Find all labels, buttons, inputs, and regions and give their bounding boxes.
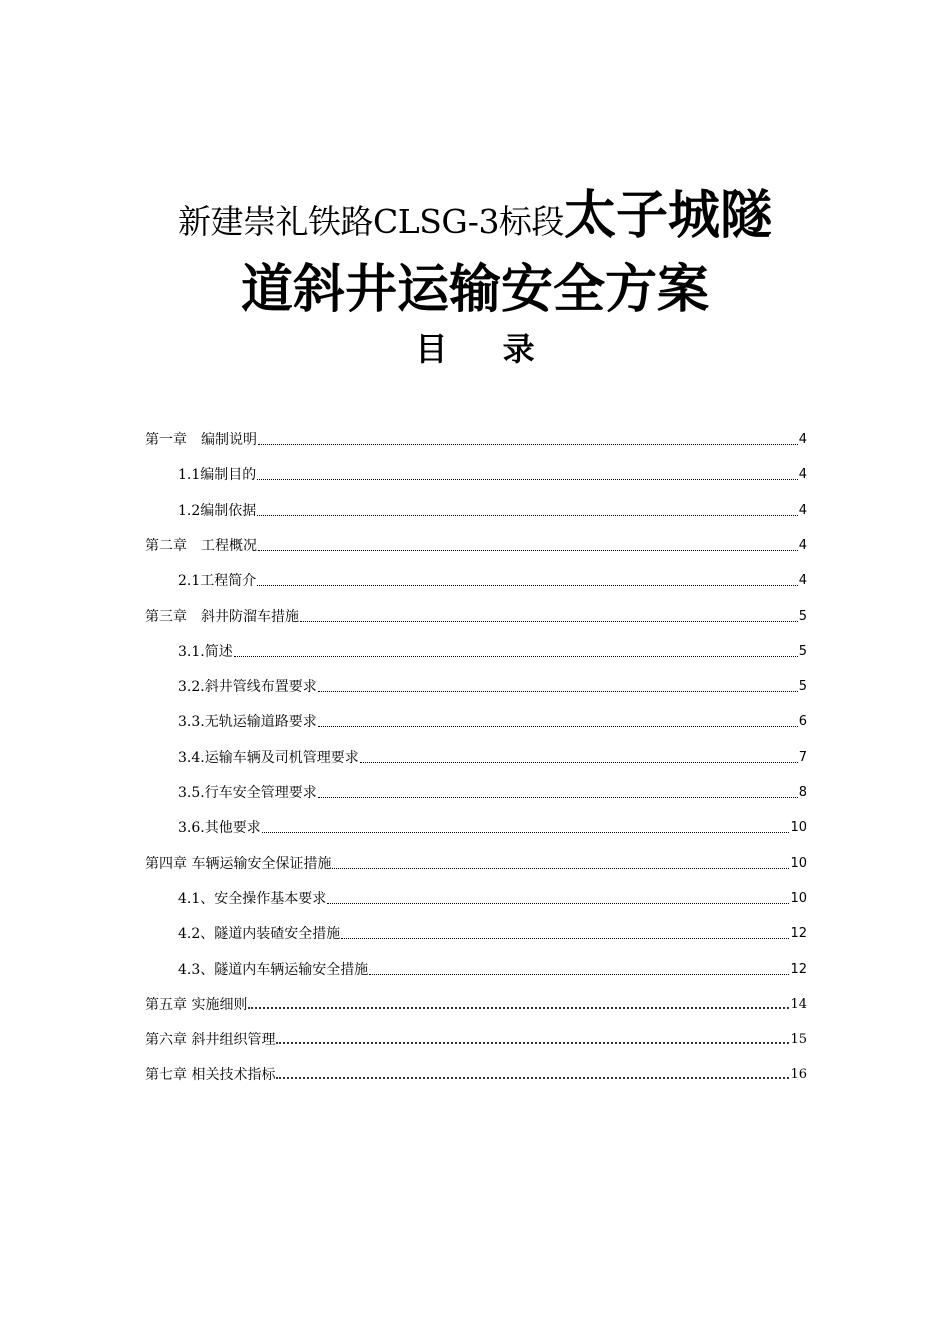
toc-entry-label: 1.2编制依据 bbox=[178, 502, 257, 519]
toc-entry-label: 3.6.其他要求 bbox=[178, 820, 261, 837]
document-title-line1 bbox=[0, 186, 950, 246]
toc-entry-label: 4.2、隧道内装碴安全措施 bbox=[178, 926, 341, 943]
toc-entry-label: 4.3、隧道内车辆运输安全措施 bbox=[178, 961, 369, 978]
toc-entry-page-number: 12 bbox=[790, 961, 807, 977]
toc-entry-page-number: 14 bbox=[790, 996, 807, 1012]
toc-entry-label: 第五章 实施细则 bbox=[145, 996, 248, 1013]
toc-entry-label: 2.1工程简介 bbox=[178, 573, 257, 590]
toc-entry-label: 第六章 斜井组织管理 bbox=[145, 1032, 276, 1049]
toc-entry-label: 3.4.运输车辆及司机管理要求 bbox=[178, 749, 359, 766]
toc-entry-page-number: 6 bbox=[798, 714, 807, 730]
toc-entry[interactable] bbox=[178, 919, 807, 943]
toc-entry-label: 3.3.无轨运输道路要求 bbox=[178, 714, 317, 731]
toc-entry-page-number: 12 bbox=[790, 926, 807, 942]
document-title-line2: 道斜井运输安全方案 bbox=[240, 260, 709, 320]
toc-entry-page-number: 15 bbox=[790, 1032, 807, 1048]
toc-leader-dots bbox=[257, 515, 797, 516]
toc-entry[interactable] bbox=[145, 849, 807, 873]
toc-entry-page-number: 10 bbox=[790, 890, 807, 906]
toc-entry[interactable] bbox=[145, 425, 807, 449]
toc-entry[interactable] bbox=[178, 707, 807, 731]
title-bold-part: 太子城隧 bbox=[563, 186, 772, 246]
toc-entry-label: 1.1编制目的 bbox=[178, 467, 257, 484]
toc-entry-page-number: 4 bbox=[798, 467, 807, 483]
toc-leader-dots bbox=[341, 938, 789, 939]
toc-entry-page-number: 16 bbox=[790, 1067, 807, 1083]
toc-entry[interactable] bbox=[178, 955, 807, 979]
toc-heading: 目 录 bbox=[415, 330, 557, 368]
toc-entry[interactable] bbox=[178, 778, 807, 802]
toc-leader-dots bbox=[257, 479, 797, 480]
toc-entry-label: 3.1.简述 bbox=[178, 643, 233, 660]
toc-leader-dots bbox=[276, 1077, 789, 1079]
toc-leader-dots bbox=[258, 444, 798, 445]
toc-entry[interactable] bbox=[145, 531, 807, 555]
toc-entry-label: 3.5.行车安全管理要求 bbox=[178, 785, 317, 801]
toc-leader-dots bbox=[258, 550, 798, 551]
toc-entry[interactable] bbox=[178, 743, 807, 767]
toc-leader-dots bbox=[318, 691, 798, 692]
toc-leader-dots bbox=[360, 762, 798, 763]
toc-entry-label: 第三章 斜井防溜车措施 bbox=[145, 608, 299, 625]
toc-entry[interactable] bbox=[178, 496, 807, 520]
toc-entry[interactable] bbox=[178, 460, 807, 484]
toc-entry[interactable] bbox=[178, 637, 807, 661]
toc-entry-page-number: 5 bbox=[798, 608, 807, 624]
toc-leader-dots bbox=[318, 726, 798, 727]
toc-entry[interactable] bbox=[145, 602, 807, 626]
toc-leader-dots bbox=[332, 868, 789, 869]
toc-entry-page-number: 7 bbox=[798, 749, 807, 765]
toc-entry-label: 第一章 编制说明 bbox=[145, 432, 257, 448]
toc-entry-page-number: 5 bbox=[798, 643, 807, 659]
toc-entry-label: 4.1、安全操作基本要求 bbox=[178, 890, 327, 907]
toc-leader-dots bbox=[234, 656, 798, 657]
toc-leader-dots bbox=[327, 903, 789, 904]
toc-leader-dots bbox=[300, 621, 798, 622]
toc-entry[interactable] bbox=[145, 990, 807, 1014]
toc-entry[interactable] bbox=[145, 1025, 807, 1049]
toc-entry[interactable] bbox=[178, 884, 807, 908]
toc-entry-label: 3.2.斜井管线布置要求 bbox=[178, 679, 317, 696]
toc-entry-page-number: 4 bbox=[798, 537, 807, 553]
toc-entry-page-number: 5 bbox=[798, 679, 807, 695]
toc-entry[interactable] bbox=[178, 566, 807, 590]
toc-entry-page-number: 8 bbox=[798, 785, 807, 800]
toc-entry[interactable] bbox=[178, 672, 807, 696]
title-regular-part: 新建崇礼铁路CLSG-3标段 bbox=[178, 202, 564, 241]
toc-entry-label: 第七章 相关技术指标 bbox=[145, 1067, 276, 1084]
toc-leader-dots bbox=[276, 1042, 789, 1044]
toc-leader-dots bbox=[248, 1007, 789, 1009]
toc-leader-dots bbox=[262, 832, 790, 833]
toc-entry-label: 第二章 工程概况 bbox=[145, 537, 257, 554]
toc-entry-page-number: 4 bbox=[798, 432, 807, 447]
toc-entry-label: 第四章 车辆运输安全保证措施 bbox=[145, 855, 332, 872]
toc-entry-page-number: 4 bbox=[798, 502, 807, 518]
toc-leader-dots bbox=[257, 585, 797, 586]
toc-entry-page-number: 10 bbox=[790, 855, 807, 871]
toc-entry-page-number: 10 bbox=[790, 820, 807, 836]
toc-entry[interactable] bbox=[145, 1060, 807, 1084]
toc-leader-dots bbox=[369, 974, 789, 975]
toc-leader-dots bbox=[318, 797, 798, 798]
toc-entry[interactable] bbox=[178, 813, 807, 837]
toc-entry-page-number: 4 bbox=[798, 573, 807, 589]
